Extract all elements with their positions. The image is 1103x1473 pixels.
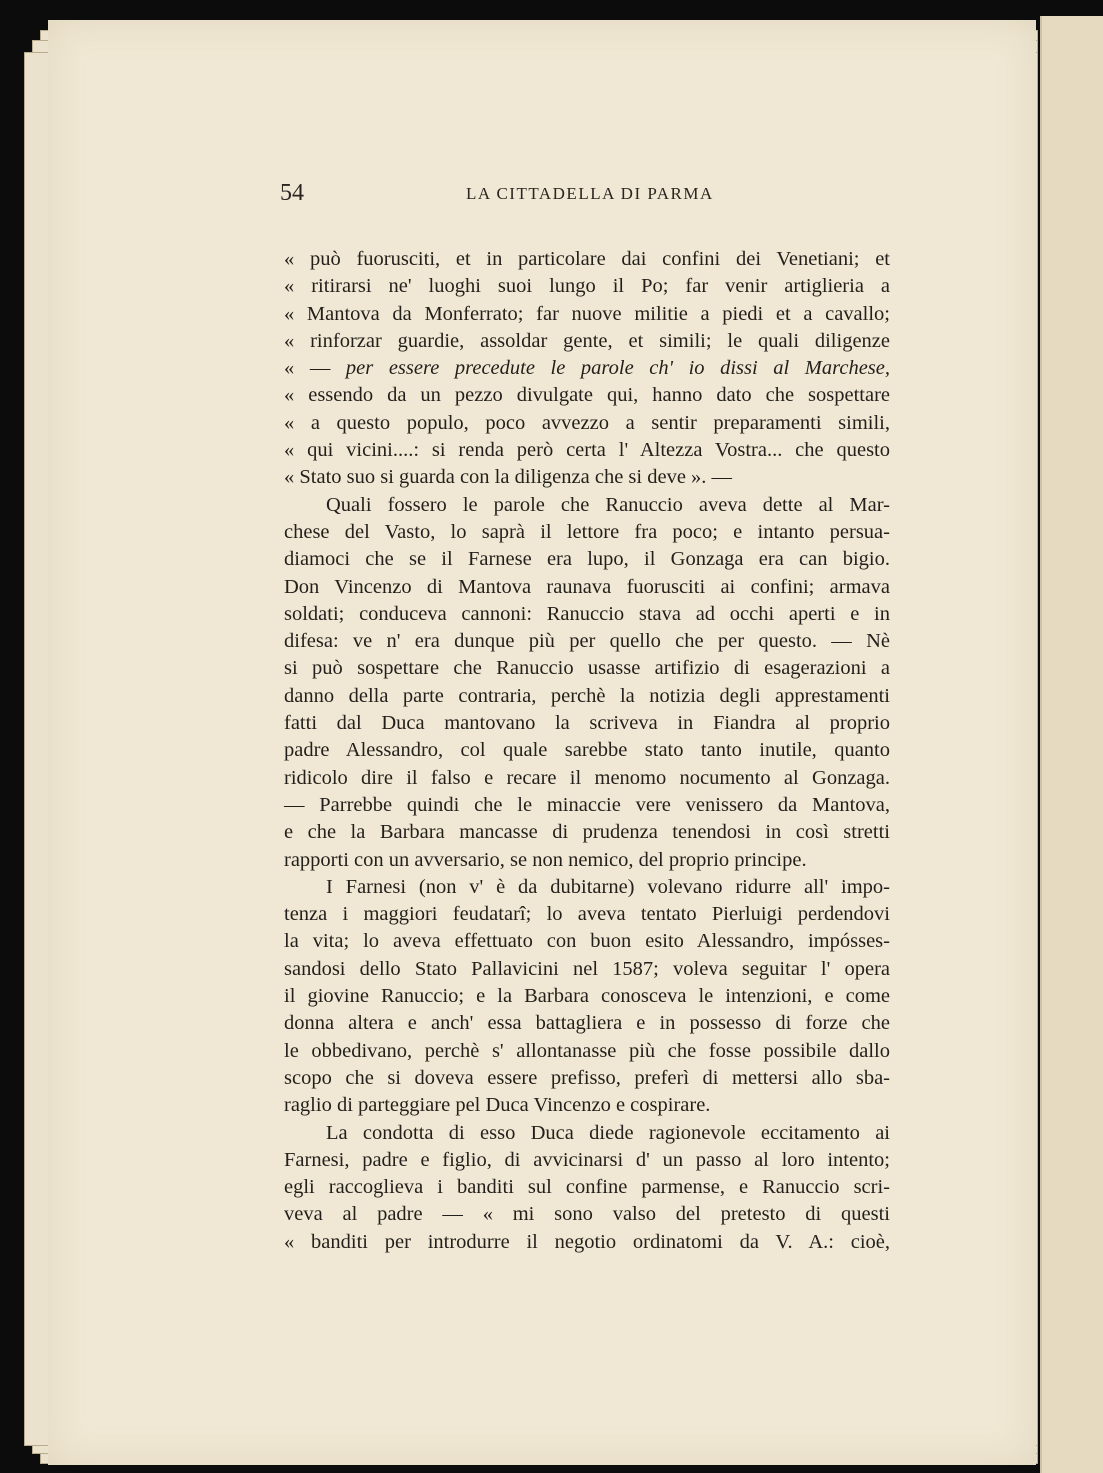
text-line: « può fuorusciti, et in particolare dai confini dei Venetiani; et [284, 248, 890, 270]
text-line: le obbedivano, perchè s' allontanasse più che fosse possibile dallo [284, 1039, 890, 1062]
text-line: egli raccoglieva i banditi sul confine parmense, e Ranuccio scri- [284, 1176, 890, 1199]
text-line: La condotta di esso Duca diede ragionevole eccitamento ai [326, 1121, 890, 1144]
text-line: Don Vincenzo di Mantova raunava fuorusciti ai confini; armava [284, 575, 890, 598]
text-line: « a questo populo, poco avvezzo a sentir preparamenti simili, [284, 411, 890, 434]
text-line: veva al padre — « mi sono valso del pretesto di questi [284, 1203, 890, 1226]
text-line: il giovine Ranuccio; e la Barbara conosceva le intenzioni, e come [284, 985, 890, 1008]
text-line: « essendo da un pezzo divulgate qui, hanno dato che sospettare [284, 384, 890, 407]
text-line: rapporti con un avversario, se non nemico, del proprio principe. [284, 848, 807, 871]
text-line: e che la Barbara mancasse di prudenza tenendosi in così stretti [284, 821, 890, 844]
text-line: scopo che si doveva essere prefisso, preferì di mettersi allo sba- [284, 1066, 890, 1089]
text-line: « Stato suo si guarda con la diligenza che si deve ». — [284, 466, 733, 489]
book-page [48, 20, 1036, 1465]
text-line: Farnesi, padre e figlio, di avvicinarsi d' un passo al loro intento; [284, 1148, 890, 1171]
text-line: raglio di parteggiare pel Duca Vincenzo e cospirare. [284, 1094, 711, 1117]
text-line: chese del Vasto, lo saprà il lettore fra poco; e intanto persua- [284, 520, 890, 543]
text-line: « — per essere precedute le parole ch' io dissi al Marchese, [284, 357, 891, 380]
page-header [48, 180, 1036, 220]
text-line: danno della parte contraria, perchè la notizia degli apprestamenti [284, 684, 890, 707]
running-title: LA CITTADELLA DI PARMA [466, 184, 714, 203]
text-line: « banditi per introdurre il negotio ordinatomi da V. A.: cioè, [284, 1230, 890, 1253]
text-line: difesa: ve n' era dunque più per quello che per questo. — Nè [284, 630, 890, 653]
text-line: la vita; lo aveva effettuato con buon esito Alessandro, impósses- [284, 930, 890, 953]
page-number: 54 [280, 180, 304, 206]
text-line: soldati; conduceva cannoni: Ranuccio stava ad occhi aperti e in [284, 602, 890, 625]
text-line: — Parrebbe quindi che le minaccie vere venissero da Mantova, [284, 793, 890, 816]
text-line: diamoci che se il Farnese era lupo, il Gonzaga era can bigio. [284, 548, 890, 571]
text-line: si può sospettare che Ranuccio usasse artifizio di esagerazioni a [284, 657, 890, 680]
text-line: « ritirarsi ne' luoghi suoi lungo il Po; far venir artiglieria a [284, 275, 890, 298]
facing-page-edge [1040, 16, 1103, 1473]
text-line: tenza i maggiori feudatarî; lo aveva tentato Pierluigi perdendovi [284, 903, 890, 926]
text-line: padre Alessandro, col quale sarebbe stato tanto inutile, quanto [284, 739, 890, 762]
body-text [284, 246, 890, 1256]
text-line: « rinforzar guardie, assoldar gente, et simili; le quali diligenze [284, 329, 890, 352]
text-line: Quali fossero le parole che Ranuccio aveva dette al Mar- [326, 493, 890, 516]
text-line: ridicolo dire il falso e recare il menomo nocumento al Gonzaga. [284, 766, 890, 789]
text-line: I Farnesi (non v' è da dubitarne) volevano ridurre all' impo- [326, 875, 890, 898]
text-line: donna altera e anch' essa battagliera e in possesso di forze che [284, 1012, 890, 1035]
text-line: « qui vicini....: si renda però certa l' Altezza Vostra... che questo [284, 439, 890, 462]
text-line: fatti dal Duca mantovano la scriveva in Fiandra al proprio [284, 712, 890, 735]
text-line: sandosi dello Stato Pallavicini nel 1587; voleva seguitar l' opera [284, 957, 890, 980]
text-line: « Mantova da Monferrato; far nuove militie a piedi et a cavallo; [284, 302, 890, 325]
